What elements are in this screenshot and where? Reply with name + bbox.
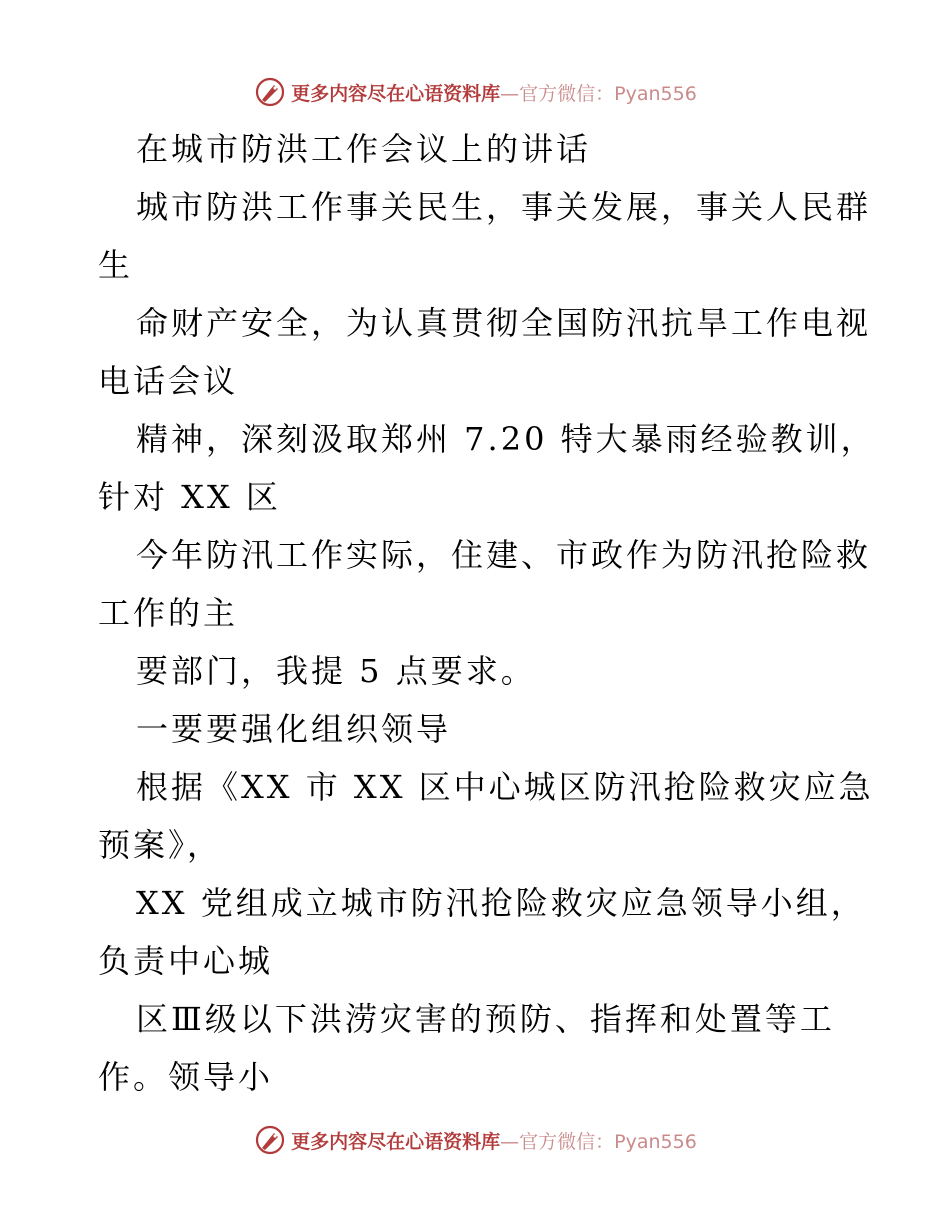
paragraph-line: 区Ⅲ级以下洪涝灾害的预防、指挥和处置等工 bbox=[136, 1000, 835, 1038]
watermark-separator: — bbox=[500, 1130, 520, 1153]
paragraph-line: 生 bbox=[98, 246, 134, 284]
pen-nib-logo-icon bbox=[253, 1123, 287, 1157]
paragraph-line: 作。领导小 bbox=[98, 1058, 274, 1096]
paragraph-line: 在城市防洪工作会议上的讲话 bbox=[136, 130, 592, 168]
watermark-separator: — bbox=[500, 82, 520, 105]
paragraph-line: 预案》， bbox=[98, 826, 223, 864]
paragraph-line: 负责中心城 bbox=[98, 942, 274, 980]
watermark-brand: 更多内容尽在心语资料库 bbox=[291, 1130, 501, 1153]
watermark-suffix: 官方微信：Pyan556 bbox=[519, 1130, 697, 1153]
watermark-text bbox=[291, 1127, 697, 1154]
watermark-brand: 更多内容尽在心语资料库 bbox=[291, 82, 501, 105]
paragraph-line: 根据《XX 市 XX 区中心城区防汛抢险救灾应急 bbox=[136, 768, 874, 806]
footer-watermark bbox=[0, 1120, 950, 1160]
paragraph-line: 电话会议 bbox=[98, 362, 239, 400]
paragraph-line: 针对 XX 区 bbox=[98, 478, 281, 516]
paragraph-line: XX 党组成立城市防汛抢险救灾应急领导小组， bbox=[136, 884, 866, 922]
pen-nib-logo-icon bbox=[253, 75, 287, 109]
paragraph-line: 命财产安全，为认真贯彻全国防汛抗旱工作电视 bbox=[136, 304, 872, 342]
paragraph-line: 工作的主 bbox=[98, 594, 239, 632]
watermark-suffix: 官方微信：Pyan556 bbox=[519, 82, 697, 105]
document-body bbox=[98, 120, 876, 1106]
watermark-text bbox=[291, 79, 697, 106]
header-watermark bbox=[0, 72, 950, 112]
paragraph-line: 要部门，我提 5 点要求。 bbox=[136, 652, 536, 690]
paragraph-line: 今年防汛工作实际，住建、市政作为防汛抢险救 bbox=[136, 536, 872, 574]
paragraph-line: 一要要强化组织领导 bbox=[136, 710, 452, 748]
paragraph-line: 城市防洪工作事关民生，事关发展，事关人民群 bbox=[136, 188, 872, 226]
paragraph-line: 精神，深刻汲取郑州 7.20 特大暴雨经验教训， bbox=[136, 420, 876, 458]
